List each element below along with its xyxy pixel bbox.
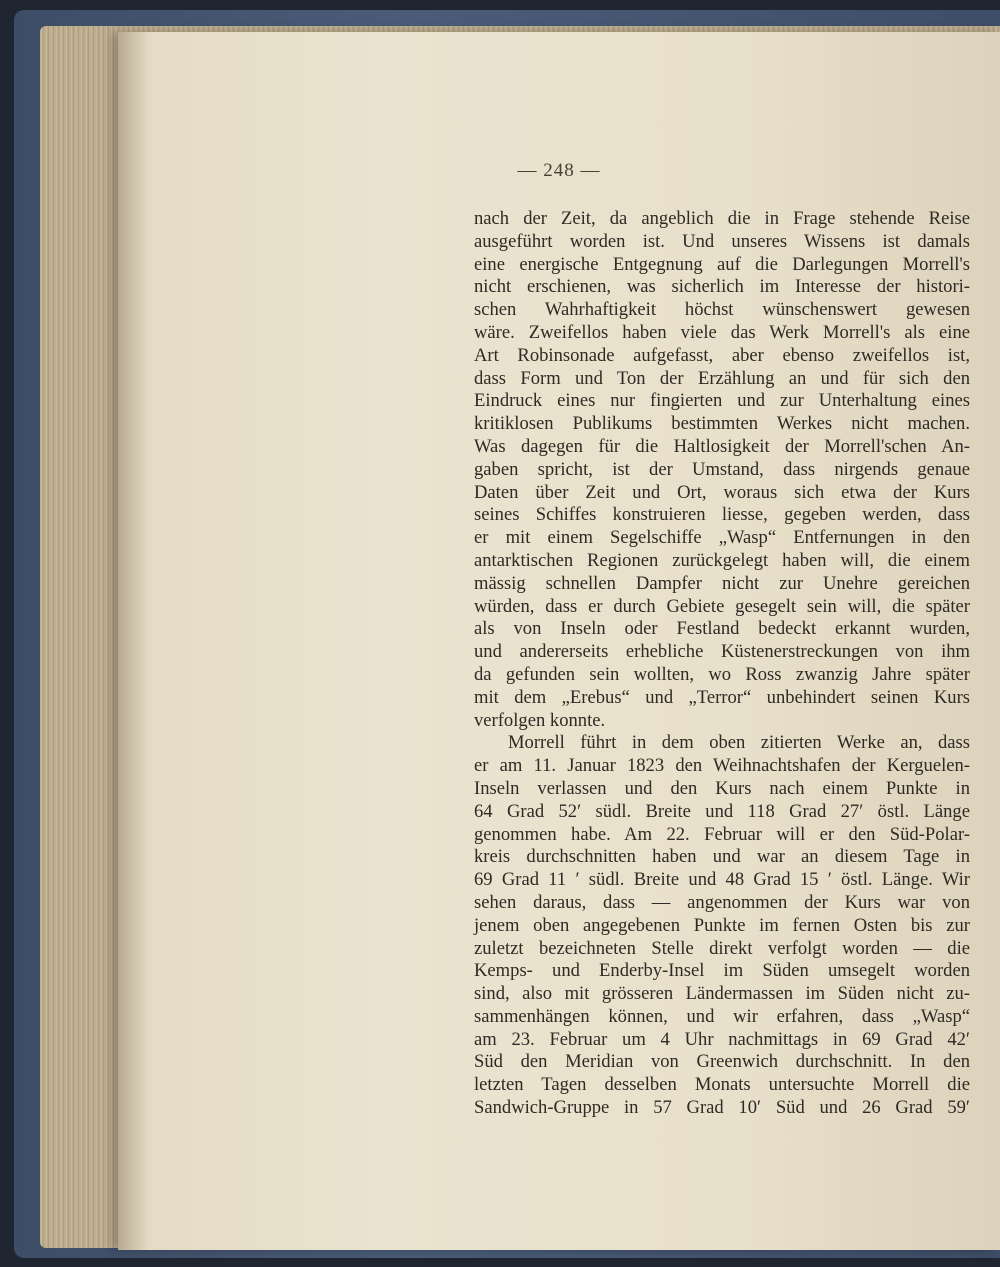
text-line: antarktischen Regionen zurückgelegt haben will, die einem [474, 549, 970, 571]
text-line: seines Schiffes konstruieren liesse, gegeben werden, dass [474, 504, 970, 526]
text-line: kreis durchschnitten haben und war an diesem Tage in [474, 846, 970, 868]
text-line: sind, also mit grösseren Ländermassen im Süden nicht zu- [474, 983, 970, 1005]
text-line: nicht erschienen, was sicherlich im Interesse der histori- [474, 276, 970, 298]
text-line: kritiklosen Publikums bestimmten Werkes nicht machen. [474, 413, 970, 435]
text-line: gaben spricht, ist der Umstand, dass nirgends genaue [474, 458, 970, 480]
text-line: zuletzt bezeichneten Stelle direkt verfolgt worden — die [474, 937, 970, 959]
text-line: Eindruck eines nur fingierten und zur Unterhaltung eines [474, 390, 970, 412]
text-line: und andererseits erhebliche Küstenerstreckungen von ihm [474, 641, 970, 663]
page-number: — 248 — [517, 160, 601, 181]
text-line: er am 11. Januar 1823 den Weihnachtshafen der Kerguelen- [474, 755, 970, 777]
text-line: da gefunden sein wollten, wo Ross zwanzig Jahre später [474, 663, 970, 685]
text-line: würden, dass er durch Gebiete gesegelt sein will, die später [474, 595, 970, 617]
text-line: 64 Grad 52′ südl. Breite und 118 Grad 27′ östl. Länge [474, 800, 970, 822]
text-line: schen Wahrhaftigkeit höchst wünschenswert gewesen [474, 299, 970, 321]
text-line: 69 Grad 11 ′ südl. Breite und 48 Grad 15 ′ östl. Länge. Wir [474, 869, 970, 891]
text-line: Was dagegen für die Haltlosigkeit der Morrell'schen An- [474, 435, 970, 457]
text-line: ausgeführt worden ist. Und unseres Wissens ist damals [474, 230, 970, 252]
text-line: nach der Zeit, da angeblich die in Frage stehende Reise [474, 208, 970, 229]
text-line: eine energische Entgegnung auf die Darlegungen Morrell's [474, 253, 970, 275]
text-line: Inseln verlassen und den Kurs nach einem Punkte in [474, 777, 970, 799]
body-text [474, 208, 970, 1120]
text-line: dass Form und Ton der Erzählung an und für sich den [474, 367, 970, 389]
text-line: Art Robinsonade aufgefasst, aber ebenso zweifellos ist, [474, 344, 970, 366]
text-line: mit dem „Erebus“ und „Terror“ unbehindert seinen Kurs [474, 686, 970, 708]
text-line: am 23. Februar um 4 Uhr nachmittags in 69 Grad 42′ [474, 1028, 970, 1050]
text-line: als von Inseln oder Festland bedeckt erkannt wurden, [474, 618, 970, 640]
text-line: letzten Tagen desselben Monats untersuchte Morrell die [474, 1074, 970, 1096]
text-line: Sandwich-Gruppe in 57 Grad 10′ Süd und 26 Grad 59′ [474, 1097, 970, 1119]
text-line: Daten über Zeit und Ort, woraus sich etwa der Kurs [474, 481, 970, 503]
text-line: er mit einem Segelschiffe „Wasp“ Entfernungen in den [474, 527, 970, 549]
text-line: wäre. Zweifellos haben viele das Werk Morrell's als eine [474, 321, 970, 343]
text-line: jenem oben angegebenen Punkte im fernen Osten bis zur [474, 914, 970, 936]
text-line: Süd den Meridian von Greenwich durchschnitt. In den [474, 1051, 970, 1073]
book-page [118, 32, 1000, 1250]
text-line: Morrell führt in dem oben zitierten Werke an, dass [508, 732, 970, 754]
text-line: verfolgen konnte. [474, 709, 606, 731]
text-line: sammenhängen können, und wir erfahren, dass „Wasp“ [474, 1005, 970, 1027]
text-line: sehen daraus, dass — angenommen der Kurs war von [474, 891, 970, 913]
text-line: genommen habe. Am 22. Februar will er den Süd-Polar- [474, 823, 970, 845]
text-line: mässig schnellen Dampfer nicht zur Unehre gereichen [474, 572, 970, 594]
text-line: Kemps- und Enderby-Insel im Süden umsegelt worden [474, 960, 970, 982]
